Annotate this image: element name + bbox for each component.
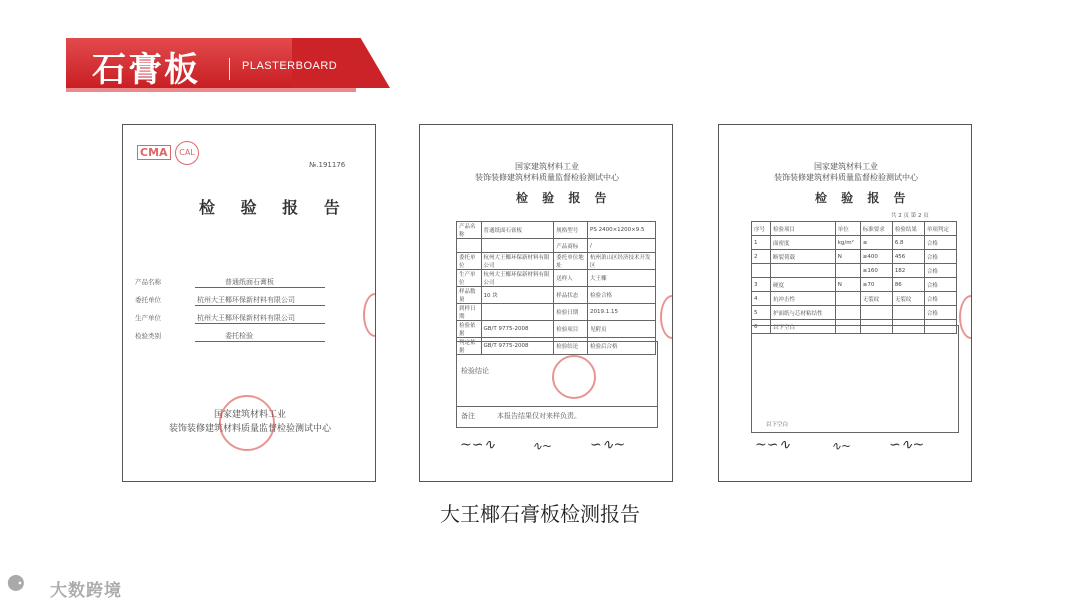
table-cell: GB/T 9775-2008 bbox=[481, 338, 554, 355]
remark-text: 以下空白 bbox=[766, 422, 789, 428]
red-seal-stamp bbox=[219, 395, 275, 451]
form-label: 产品名称 bbox=[135, 278, 161, 286]
form-row bbox=[135, 331, 325, 343]
table-cell bbox=[752, 264, 771, 278]
table-cell: ≥70 bbox=[860, 278, 892, 292]
table-row bbox=[457, 239, 656, 253]
table-cell: 182 bbox=[892, 264, 924, 278]
table-cell: 456 bbox=[892, 250, 924, 264]
form-label: 检验类别 bbox=[135, 332, 161, 340]
table-cell: 无裂纹 bbox=[892, 292, 924, 306]
form-label: 委托单位 bbox=[135, 296, 161, 304]
brand-icon: ⚈ bbox=[6, 572, 26, 597]
column-header: 检验结果 bbox=[892, 222, 924, 236]
table-row bbox=[457, 253, 656, 270]
table-cell: 护面纸与芯材粘结性 bbox=[771, 306, 836, 320]
table-cell: 产品名称 bbox=[457, 222, 482, 239]
table-cell: GB/T 9775-2008 bbox=[481, 321, 554, 338]
signature-2: ∿~ bbox=[532, 439, 553, 453]
edge-seal-stamp bbox=[363, 293, 376, 337]
report-detail-page bbox=[419, 124, 673, 482]
form-value: 杭州大王椰环保新材料有限公司 bbox=[197, 296, 295, 304]
brand-name: 大数跨境 bbox=[50, 581, 122, 601]
table-row bbox=[752, 306, 957, 320]
table-row bbox=[752, 292, 957, 306]
table-cell: 大王椰 bbox=[588, 270, 656, 287]
table-cell: 合格 bbox=[924, 278, 956, 292]
form-label: 生产单位 bbox=[135, 314, 161, 322]
remark-label: 备注 bbox=[461, 412, 475, 420]
table-cell bbox=[892, 306, 924, 320]
column-header: 序号 bbox=[752, 222, 771, 236]
table-row bbox=[457, 321, 656, 338]
table-cell: 产品商标 bbox=[554, 239, 588, 253]
header-line-1: 国家建筑材料工业 bbox=[814, 162, 878, 171]
table-cell: 委托单位 bbox=[457, 253, 482, 270]
table-cell bbox=[481, 304, 554, 321]
table-cell: 普通纸面石膏板 bbox=[481, 222, 554, 239]
form-row bbox=[135, 277, 325, 289]
banner-separator bbox=[229, 58, 230, 80]
edge-seal-stamp bbox=[660, 295, 673, 339]
table-row bbox=[457, 270, 656, 287]
form-line bbox=[195, 277, 325, 288]
page-number: 共 2 页 第 2 页 bbox=[891, 213, 929, 219]
table-cell: 6 bbox=[752, 320, 771, 334]
signature-3: ∽∿~ bbox=[590, 437, 626, 453]
table-row bbox=[457, 304, 656, 321]
table-cell: 86 bbox=[892, 278, 924, 292]
table-cell: 无裂纹 bbox=[860, 292, 892, 306]
form-line bbox=[195, 313, 325, 324]
remark-box bbox=[456, 405, 658, 428]
table-row bbox=[457, 222, 656, 239]
signature-3: ∽∿~ bbox=[889, 437, 925, 453]
table-cell: 检验日期 bbox=[554, 304, 588, 321]
report-title: 检 验 报 告 bbox=[199, 198, 350, 217]
table-cell bbox=[835, 292, 860, 306]
table-cell: ≥400 bbox=[860, 250, 892, 264]
report-title: 检 验 报 告 bbox=[815, 191, 911, 205]
table-cell: 检验合格 bbox=[588, 287, 656, 304]
signature-1: ~∽∿ bbox=[755, 437, 791, 453]
table-cell: N bbox=[835, 278, 860, 292]
column-header: 标准要求 bbox=[860, 222, 892, 236]
table-cell bbox=[771, 264, 836, 278]
footer-logo bbox=[6, 572, 146, 602]
table-cell: 到样日期 bbox=[457, 304, 482, 321]
table-cell: 5 bbox=[752, 306, 771, 320]
table-cell bbox=[481, 239, 554, 253]
table-cell: 见附页 bbox=[588, 321, 656, 338]
table-cell: kg/m² bbox=[835, 236, 860, 250]
slide-caption: 大王椰石膏板检测报告 bbox=[440, 502, 640, 526]
table-cell: 规格型号 bbox=[554, 222, 588, 239]
table-cell: 合格 bbox=[924, 306, 956, 320]
table-cell: 杭州大王椰环保新材料有限公司 bbox=[481, 253, 554, 270]
table-row bbox=[457, 287, 656, 304]
table-header-row bbox=[752, 222, 957, 236]
form-row bbox=[135, 313, 325, 325]
report-cover-page bbox=[122, 124, 376, 482]
report-serial: №.191176 bbox=[309, 161, 346, 169]
form-row bbox=[135, 295, 325, 307]
table-cell: 合格 bbox=[924, 250, 956, 264]
signature-1: ~∽∿ bbox=[460, 437, 496, 453]
title-banner bbox=[66, 38, 391, 88]
banner-title: 石膏板 bbox=[92, 50, 200, 90]
table-cell: ≤ bbox=[860, 236, 892, 250]
table-cell: / bbox=[588, 239, 656, 253]
blank-area bbox=[751, 325, 959, 433]
report-title: 检 验 报 告 bbox=[516, 191, 612, 205]
red-seal-stamp bbox=[552, 355, 596, 399]
table-cell: 硬度 bbox=[771, 278, 836, 292]
table-cell: 检验后合格 bbox=[588, 338, 656, 355]
header-line-2: 装饰装修建筑材料质量监督检验测试中心 bbox=[774, 173, 918, 182]
signature-2: ∿~ bbox=[831, 439, 852, 453]
table-cell: 检验项目 bbox=[554, 321, 588, 338]
table-cell: 生产单位 bbox=[457, 270, 482, 287]
table-cell: 委托单位地址 bbox=[554, 253, 588, 270]
table-cell: 1 bbox=[752, 236, 771, 250]
form-line bbox=[195, 331, 325, 342]
table-row bbox=[752, 236, 957, 250]
table-cell: 样品数量 bbox=[457, 287, 482, 304]
table-cell: 合格 bbox=[924, 236, 956, 250]
form-value: 普通纸面石膏板 bbox=[225, 278, 274, 286]
issuer-line-2: 装饰装修建筑材料质量监督检验测试中心 bbox=[168, 424, 331, 434]
conclusion-label: 检验结论 bbox=[461, 367, 489, 375]
table-cell: 6.8 bbox=[892, 236, 924, 250]
table-cell bbox=[457, 239, 482, 253]
form-value: 委托检验 bbox=[225, 332, 253, 340]
form-line bbox=[195, 295, 325, 306]
info-table bbox=[456, 221, 656, 355]
cal-logo: CAL bbox=[175, 141, 199, 165]
header-line-1: 国家建筑材料工业 bbox=[515, 162, 579, 171]
report-results-page bbox=[718, 124, 972, 482]
table-row bbox=[752, 264, 957, 278]
table-cell: 样品状态 bbox=[554, 287, 588, 304]
table-cell bbox=[835, 264, 860, 278]
table-cell: 合格 bbox=[924, 264, 956, 278]
remark-text: 本报告结果仅对来样负责。 bbox=[497, 412, 581, 420]
table-cell: 10 块 bbox=[481, 287, 554, 304]
table-cell: 合格 bbox=[924, 292, 956, 306]
issuer-line-1: 国家建筑材料工业 bbox=[213, 410, 286, 420]
table-row bbox=[752, 250, 957, 264]
table-cell: 3 bbox=[752, 278, 771, 292]
table-cell: 面密度 bbox=[771, 236, 836, 250]
edge-seal-stamp bbox=[959, 295, 972, 339]
table-cell: 断裂荷载 bbox=[771, 250, 836, 264]
column-header: 单位 bbox=[835, 222, 860, 236]
table-cell: 检验结论 bbox=[554, 338, 588, 355]
table-cell: 杭州萧山区经济技术开发区 bbox=[588, 253, 656, 270]
column-header: 检验项目 bbox=[771, 222, 836, 236]
column-header: 单项判定 bbox=[924, 222, 956, 236]
banner-subtitle: PLASTERBOARD bbox=[242, 60, 338, 72]
table-cell: 杭州大王椰环保新材料有限公司 bbox=[481, 270, 554, 287]
form-value: 杭州大王椰环保新材料有限公司 bbox=[197, 314, 295, 322]
cma-logo: CMA bbox=[137, 145, 171, 160]
table-row bbox=[752, 278, 957, 292]
table-cell bbox=[835, 306, 860, 320]
table-cell bbox=[860, 306, 892, 320]
table-cell: 判定依据 bbox=[457, 338, 482, 355]
table-cell: 检验依据 bbox=[457, 321, 482, 338]
table-cell: N bbox=[835, 250, 860, 264]
results-table bbox=[751, 221, 957, 334]
table-cell: ≥160 bbox=[860, 264, 892, 278]
table-cell: 以下空白 bbox=[771, 320, 836, 334]
header-line-2: 装饰装修建筑材料质量监督检验测试中心 bbox=[475, 173, 619, 182]
table-cell: 4 bbox=[752, 292, 771, 306]
table-cell: 2 bbox=[752, 250, 771, 264]
table-cell: 送样人 bbox=[554, 270, 588, 287]
table-cell: 2019.1.15 bbox=[588, 304, 656, 321]
table-cell: 抗冲击性 bbox=[771, 292, 836, 306]
table-cell: PS 2400×1200×9.5 bbox=[588, 222, 656, 239]
